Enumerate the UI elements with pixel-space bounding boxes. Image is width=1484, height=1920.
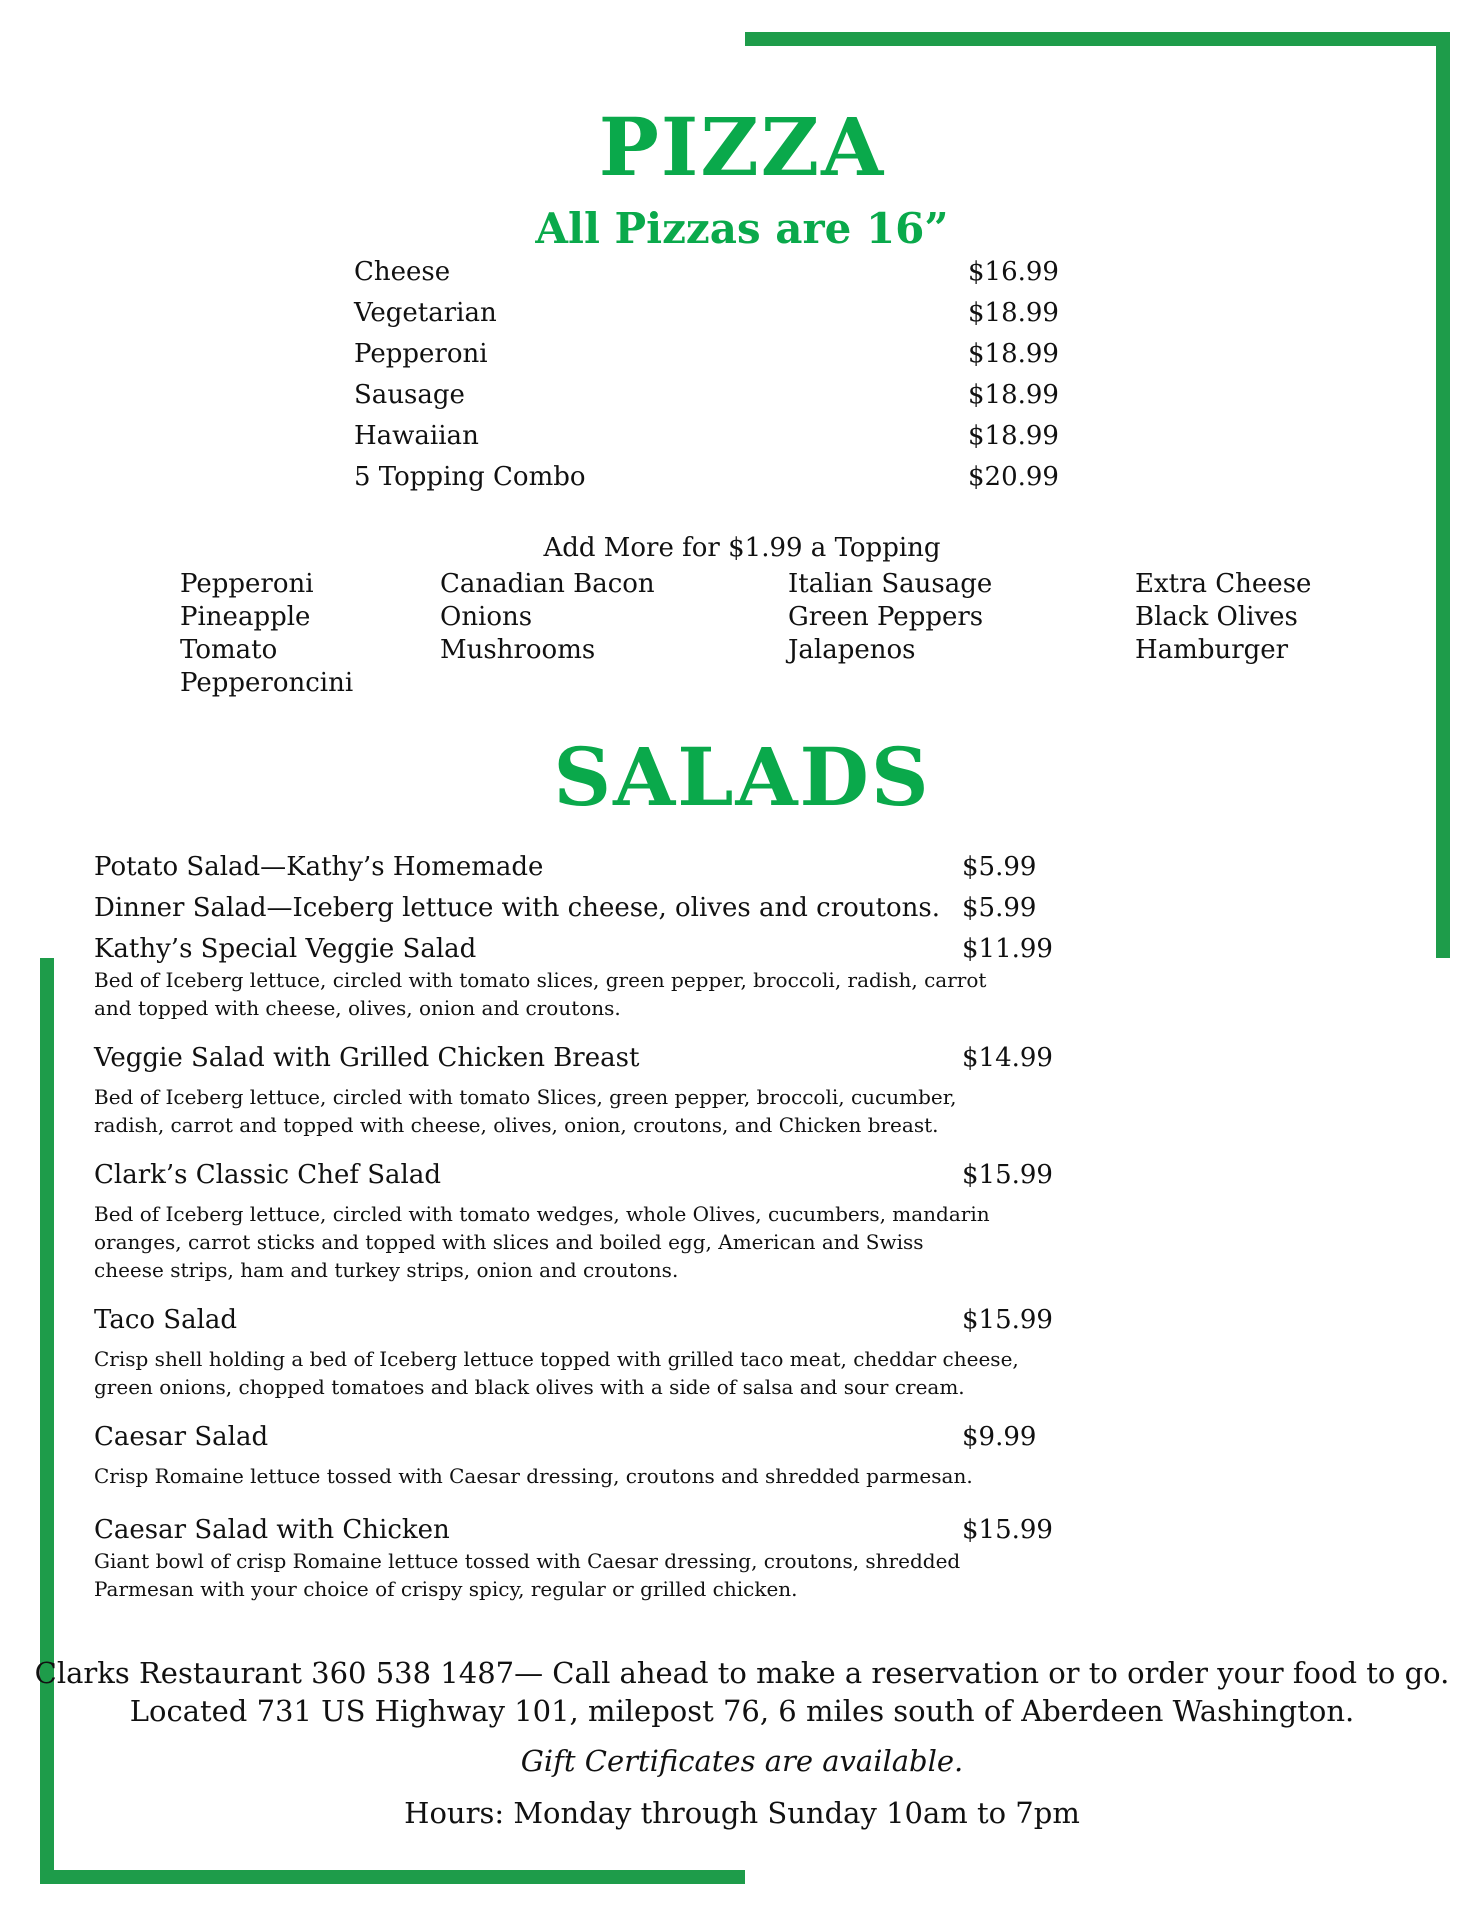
- pizza-price: $18.99: [968, 298, 1059, 328]
- add-more-toppings: Add More for $1.99 a Topping: [543, 533, 941, 563]
- pizza-name: 5 Topping Combo: [354, 462, 586, 492]
- toppings-column: [180, 568, 353, 700]
- footer-phone-line: Clarks Restaurant 360 538 1487— Call ahead to make a reservation or to order your food to go.: [34, 1656, 1450, 1690]
- salad-item: [94, 1420, 1054, 1490]
- pizza-name: Cheese: [354, 257, 451, 287]
- pizza-heading: PIZZA: [598, 100, 886, 194]
- salad-item: [94, 932, 1054, 1022]
- salad-name: Dinner Salad—: [94, 893, 293, 923]
- topping: Italian Sausage: [788, 569, 993, 599]
- pizza-name: Hawaiian: [354, 421, 479, 451]
- pizza-price: $18.99: [968, 421, 1059, 451]
- salad-item: [94, 1303, 1054, 1401]
- pizza-item: [354, 377, 1059, 418]
- toppings-list: [180, 568, 1330, 698]
- salad-description: Giant bowl of crisp Romaine lettuce tossed with Caesar dressing, croutons, shredded Parmesan with your choice of crispy spicy, regular or grilled chicken.: [94, 1549, 961, 1601]
- toppings-column: [1135, 568, 1311, 667]
- salad-item: [94, 1041, 1054, 1139]
- topping: Tomato: [180, 635, 278, 665]
- footer-gift-certificates: Gift Certificates are available.: [520, 1744, 964, 1778]
- pizza-item: [354, 336, 1059, 377]
- topping: Green Peppers: [788, 602, 984, 632]
- salads-heading: SALADS: [553, 730, 931, 824]
- pizza-price: $18.99: [968, 339, 1059, 369]
- salad-name: Clark’s Classic Chef Salad: [94, 1160, 441, 1190]
- topping: Pineapple: [180, 602, 311, 632]
- pizza-subtitle: All Pizzas are 16”: [535, 204, 949, 253]
- salad-price: $15.99: [962, 1515, 1053, 1545]
- topping: Pepperoncini: [180, 668, 354, 698]
- salad-name: Caesar Salad with Chicken: [94, 1515, 450, 1545]
- pizza-name: Sausage: [354, 380, 465, 410]
- salad-price: $5.99: [962, 893, 1037, 923]
- footer-hours: Hours: Monday through Sunday 10am to 7pm: [404, 1796, 1080, 1830]
- footer-address-line: Located 731 US Highway 101, milepost 76, 6 miles south of Aberdeen Washington.: [129, 1694, 1355, 1728]
- topping: Jalapenos: [788, 635, 916, 665]
- pizza-name: Pepperoni: [354, 339, 488, 369]
- topping: Pepperoni: [180, 569, 314, 599]
- pizza-price: $20.99: [968, 462, 1059, 492]
- salad-name: Potato Salad—: [94, 852, 287, 882]
- salad-price: $9.99: [962, 1422, 1037, 1452]
- pizza-item: [354, 254, 1059, 295]
- salad-price: $5.99: [962, 852, 1037, 882]
- salad-name: Taco Salad: [94, 1305, 238, 1335]
- topping: Onions: [440, 602, 533, 632]
- salad-item: [94, 1158, 1054, 1284]
- topping: Canadian Bacon: [440, 569, 655, 599]
- pizza-list: [354, 254, 1059, 500]
- salad-price: $14.99: [962, 1043, 1053, 1073]
- pizza-price: $16.99: [968, 257, 1059, 287]
- toppings-column: [788, 568, 992, 667]
- topping: Black Olives: [1135, 602, 1298, 632]
- salad-description: Crisp Romaine lettuce tossed with Caesar dressing, croutons and shredded parmesan.: [94, 1464, 973, 1488]
- salad-name: Caesar Salad: [94, 1422, 269, 1452]
- salad-price: $11.99: [962, 934, 1053, 964]
- pizza-item: [354, 459, 1059, 500]
- salad-note: Iceberg lettuce with cheese, olives and croutons.: [292, 893, 940, 923]
- salad-item: [94, 891, 1054, 925]
- salad-description: Bed of Iceberg lettuce, circled with tomato Slices, green pepper, broccoli, cucumber, radish, carrot and topped with cheese, olives, onion, croutons, and Chicken breast.: [94, 1085, 957, 1137]
- toppings-column: [440, 568, 655, 667]
- salad-description: Crisp shell holding a bed of Iceberg lettuce topped with grilled taco meat, cheddar cheese, green onions, chopped tomatoes and black olives with a side of salsa and sour cream.: [94, 1347, 1019, 1399]
- salad-item: [94, 850, 1054, 884]
- pizza-name: Vegetarian: [354, 298, 497, 328]
- salad-name: Kathy’s Special Veggie Salad: [94, 934, 477, 964]
- topping: Hamburger: [1135, 635, 1289, 665]
- salad-note: Kathy’s Homemade: [286, 852, 544, 882]
- salad-name: Veggie Salad with Grilled Chicken Breast: [94, 1043, 640, 1073]
- pizza-item: [354, 295, 1059, 336]
- pizza-price: $18.99: [968, 380, 1059, 410]
- topping: Extra Cheese: [1135, 569, 1312, 599]
- pizza-item: [354, 418, 1059, 459]
- topping: Mushrooms: [440, 635, 596, 665]
- salad-price: $15.99: [962, 1160, 1053, 1190]
- salad-item: [94, 1513, 1054, 1603]
- salad-description: Bed of Iceberg lettuce, circled with tomato wedges, whole Olives, cucumbers, mandarin oranges, carrot sticks and topped with slices and boiled egg, American and Swiss cheese strips, ham and turkey strips, onion and croutons.: [94, 1202, 990, 1282]
- salad-price: $15.99: [962, 1305, 1053, 1335]
- salad-description: Bed of Iceberg lettuce, circled with tomato slices, green pepper, broccoli, radish, carrot and topped with cheese, olives, onion and croutons.: [94, 968, 987, 1020]
